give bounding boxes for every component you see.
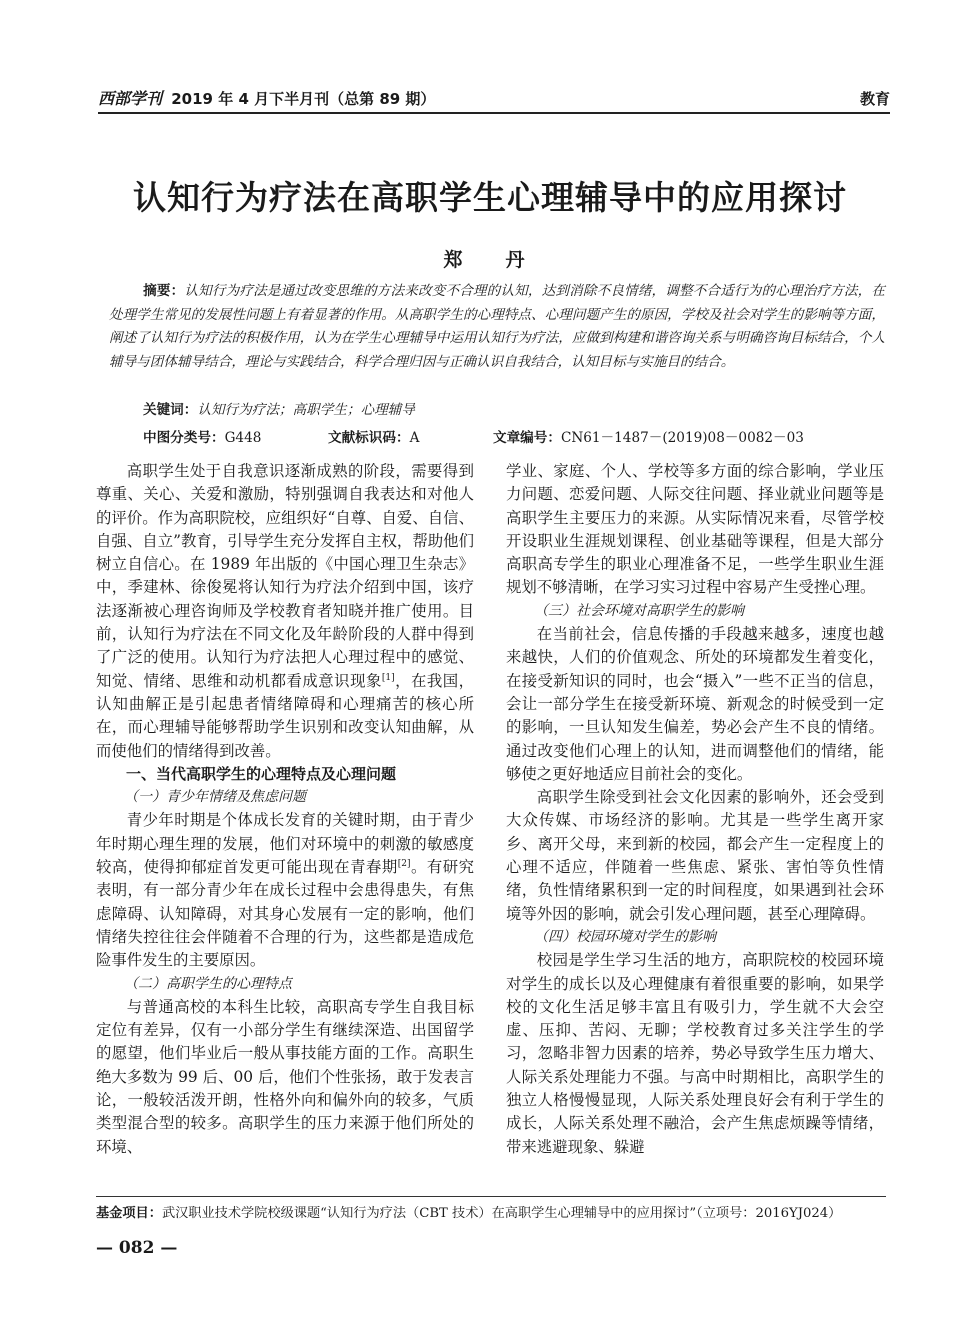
- abstract-text: 认知行为疗法是通过改变思维的方法来改变不合理的认知，达到消除不良情绪，调整不合适行为的心理治疗方法，在处理学生常见的发展性问题上有着显著的作用。从高职学生的心理特点、心理问题产生的原因，学校及社会对学生的影响等方面，阐述了认知行为疗法的积极作用，认为在学生心理辅导中运用认知行为疗法，应做到构建和谐咨询关系与明确咨询目标结合，个人辅导与团体辅导结合，理论与实践结合，科学合理归因与正确认识自我结合，认知目标与实施目的结合。: [109, 283, 886, 370]
- citation-ref: [1]: [381, 672, 395, 683]
- paragraph: 青少年时期是个体成长发育的关键时期，由于青少年时期心理生理的发展，他们对环境中的刺激的敏感度较高，使得抑郁症首发更可能出现在青春期[2]。有研究表明，有一部分青少年在成长过程中会患得患失，有焦虑障碍、认知障碍，对其身心发展有一定的影响，他们情绪失控往往会伴随着不合理的行为，这些都是造成危险事件发生的主要原因。: [96, 811, 474, 970]
- doc-code: 文献标识码：A: [328, 430, 420, 446]
- section-heading: 一、当代高职学生的心理特点及心理问题: [126, 764, 397, 783]
- running-header: [98, 86, 890, 112]
- paragraph: 学业、家庭、个人、学校等多方面的综合影响，学业压力问题、恋爱问题、人际交往问题、择业就业问题等是高职学生主要压力的来源。从实际情况来看，尽管学校开设职业生涯规划课程、创业基础等课程，但是大部分高职高专学生的职业心理准备不足，一些学生职业生涯规划不够清晰，在学习实习过程中容易产生受挫心理。: [506, 462, 884, 597]
- subsection-heading: （一）青少年情绪及焦虑问题: [124, 789, 306, 806]
- footnote-rule: [96, 1196, 886, 1197]
- abstract: [109, 280, 885, 374]
- body-column-left: [96, 460, 474, 1159]
- body-column-right: [506, 460, 884, 1159]
- header-journal-info: [98, 86, 435, 109]
- subsection-heading: （二）高职学生的心理特点: [124, 975, 292, 992]
- paragraph: 高职学生除受到社会文化因素的影响外，还会受到大众传媒、市场经济的影响。尤其是一些学生离开家乡、离开父母，来到新的校园，都会产生一定程度上的心理不适应，伴随着一些焦虑、紧张、害怕等负性情绪，负性情绪累积到一定的时间程度，如果遇到社会环境等外因的影响，就会引发心理问题，甚至心理障碍。: [506, 788, 884, 923]
- abstract-label: 摘要：: [143, 283, 185, 299]
- journal-name: 西部学刊: [98, 89, 163, 108]
- page-number: — 082 —: [96, 1238, 178, 1258]
- citation-ref: [2]: [397, 858, 411, 869]
- paragraph: 校园是学生学习生活的地方，高职院校的校园环境对学生的成长以及心理健康有着很重要的影响，如果学校的文化生活足够丰富且有吸引力，学生就不大会空虚、压抑、苦闷、无聊；学校教育过多关注学生的学习，忽略非智力因素的培养，势必导致学生压力增大、人际关系处理能力不强。与高中时期相比，高职学生的独立人格慢慢显现，人际关系处理良好会有利于学生的成长，人际关系处理不融洽，会产生焦虑烦躁等情绪，带来逃避现象、躲避: [506, 951, 884, 1156]
- funding-note: [96, 1202, 896, 1221]
- keywords: [143, 398, 415, 418]
- article-number: 文章编号：CN61－1487－(2019)08－0082－03: [493, 430, 804, 446]
- subsection-heading: （四）校园环境对学生的影响: [534, 928, 716, 945]
- paragraph: 高职学生处于自我意识逐渐成熟的阶段，需要得到尊重、关心、关爱和激励，特别强调自我表达和对他人的评价。作为高职院校，应组织好“自尊、自爱、自信、自强、自立”教育，引导学生充分发挥自主权，帮助他们树立自信心。在 1989 年出版的《中国心理卫生杂志》中，季建林、徐俊冕将认知行为疗法介绍到中国，该疗法逐渐被心理咨询师及学校教育者知晓并推广使用。目前，认知行为疗法在不同文化及年龄阶段的人群中得到了广泛的使用。认知行为疗法把人心理过程中的感觉、知觉、情绪、思维和动机都看成意识现象[1]，在我国，认知曲解正是引起患者情绪障碍和心理痛苦的核心所在，而心理辅导能够帮助学生识别和改变认知曲解，从而使他们的情绪得到改善。: [96, 462, 474, 760]
- funding-label: 基金项目：: [96, 1206, 162, 1221]
- section-name: 教育: [859, 90, 890, 108]
- subsection-heading: （三）社会环境对高职学生的影响: [534, 602, 744, 619]
- paragraph: 与普通高校的本科生比较，高职高专学生自我目标定位有差异，仅有一小部分学生有继续深造、出国留学的愿望，他们毕业后一般从事技能方面的工作。高职生绝大多数为 99 后、00 后，他们个性张扬，敢于发表言论，一般较活泼开朗，性格外向和偏外向的较多，气质类型混合型的较多。高职学生的压力来源于他们所处的环境、: [96, 997, 474, 1156]
- header-rule: [98, 112, 890, 114]
- author-name: 郑 丹: [443, 249, 537, 271]
- keywords-label: 关键词：: [143, 402, 198, 418]
- keywords-text: 认知行为疗法；高职学生；心理辅导: [197, 402, 415, 418]
- funding-text: 武汉职业技术学院校级课题“认知行为疗法（CBT 技术）在高职学生心理辅导中的应用探讨”（立项号：2016YJ024）: [161, 1206, 842, 1221]
- issue-info: 2019 年 4 月下半月刊（总第 89 期）: [171, 90, 436, 108]
- clc-code: 中图分类号：G448: [143, 430, 262, 446]
- paragraph: 在当前社会，信息传播的手段越来越多，速度也越来越快，人们的价值观念、所处的环境都发生着变化，在接受新知识的同时，也会“摄入”一些不正当的信息，会让一部分学生在接受新环境、新观念的时候受到一定的影响，一旦认知发生偏差，势必会产生不良的情绪。通过改变他们心理上的认知，进而调整他们的情绪，能够使之更好地适应目前社会的变化。: [506, 625, 884, 783]
- article-title: 认知行为疗法在高职学生心理辅导中的应用探讨: [133, 178, 847, 217]
